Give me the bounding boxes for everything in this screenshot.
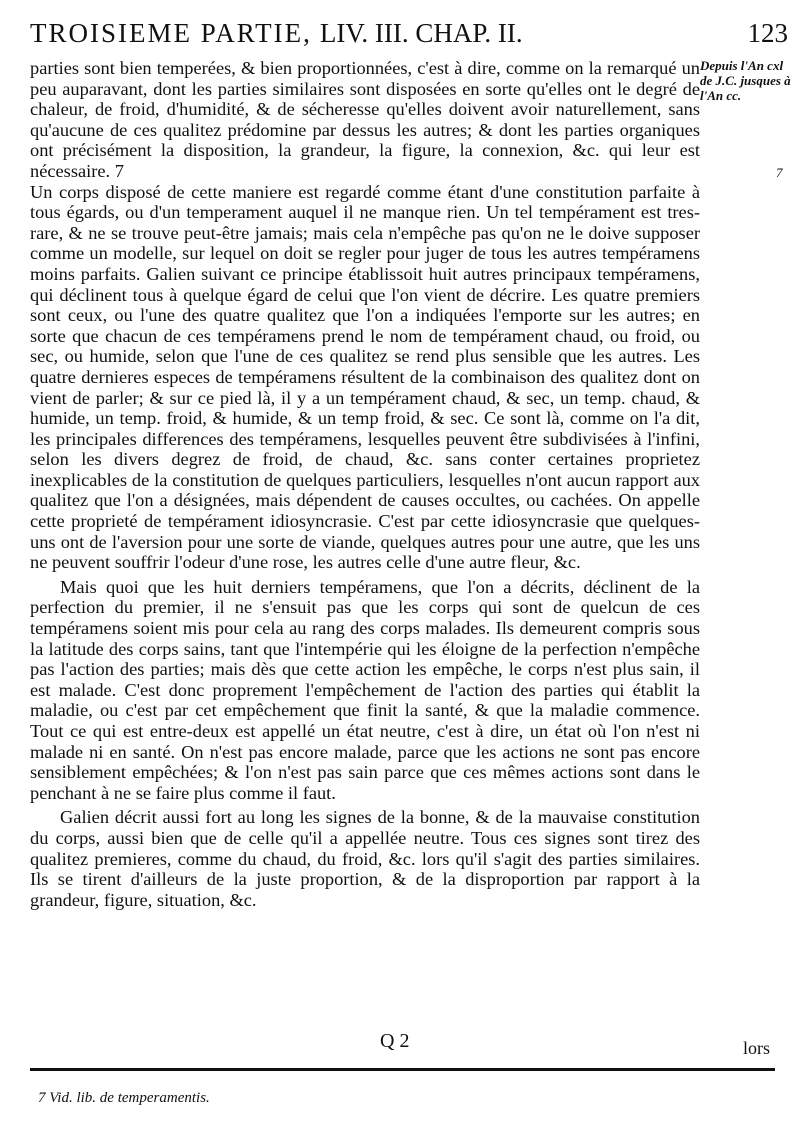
margin-footnote-ref: 7 <box>776 165 783 180</box>
running-header <box>30 18 790 49</box>
page-number: 123 <box>747 18 788 48</box>
paragraph-2: Un corps disposé de cette maniere est regardé comme étant d'une constitution parfaite à tous égards, ou d'un temperament auquel il ne manque rien. Un tel tempérament est tres-rare, & ne se trouve peut-être jamais; mais cela n'empêche pas qu'on ne le doive supposer comme un modelle, sur lequel on doit se regler pour juger de tous les autres tempéramens moins parfaits. Galien suivant ce principe établissoit huit autres principaux tempéramens, qui déclinent tous à quelque égard de celui que l'on vient de décrire. Les quatre premiers sont ceux, ou l'une des quatre qualitez que l'on a indiquées l'emporte sur les autres; en sorte que chacun de ces tempéramens prend le nom de tempérament chaud, ou froid, ou sec, ou humide, selon que l'une de ces qualitez se rend plus sensible que les autres. Les quatre dernieres especes de tempéramens résultent de la combinaison des qualitez dont on vient de parler; & sur ce pied là, il y a un tempérament chaud, & sec, un temp. chaud, & humide, un temp. froid, & humide, & un temp froid, & sec. Ce sont là, comme on l'a dit, les principales differences des tempéramens, lesquelles peuvent être subdivisées à l'infini, selon les divers degrez de froid, de chaud, &c. sans conter certaines proprietez inexplicables de la constitution de quelques particuliers, lesquelles n'ont aucun rapport aux qualitez que l'on a désignées, mais dépendent de causes occultes, ou cachées. On appelle cette proprieté de tempérament idiosyncrasie. C'est par cette idiosyncrasie que quelques-uns ont de l'aversion pour une sorte de viande, quelques autres pour une autre, que les uns ne peuvent souffrir l'odeur d'une rose, les autres celle d'une autre fleur, &c. <box>30 181 700 573</box>
header-title: TROISIEME PARTIE, <box>30 18 312 48</box>
footnote: 7 Vid. lib. de temperamentis. <box>38 1090 210 1106</box>
signature-mark: Q 2 <box>380 1030 410 1052</box>
main-text <box>30 58 700 910</box>
footnote-rule <box>30 1068 775 1071</box>
catchword: lors <box>743 1038 770 1058</box>
paragraph-4: Galien décrit aussi fort au long les signes de la bonne, & de la mauvaise constitution du corps, aussi bien que de celle qu'il a appellée neutre. Tous ces signes sont tirez des qualitez premieres, comme du chaud, du froid, &c. lors qu'il s'agit des parties similaires. Ils se tirent d'ailleurs de la juste proportion, & de la disproportion par rapport à la grandeur, figure, situation, &c. <box>30 807 700 910</box>
paragraph-1: parties sont bien temperées, & bien proportionnées, c'est à dire, comme on la remarqué un peu auparavant, dont les parties similaires sont disposées en sorte qu'elles ont le degré de chaleur, de froid, d'humidité, & de sécheresse qu'elles doivent avoir naturellement, sans qu'aucune de ces qualitez prédomine par dessus les autres; & dont les parties organiques ont précisément la disposition, la grandeur, la figure, la connexion, &c. qui leur est nécessaire. 7 <box>30 58 700 181</box>
margin-date-note: Depuis l'An cxl de J.C. jusques à l'An cc. <box>700 58 791 103</box>
header-book-chapter: LIV. III. CHAP. II. <box>319 18 523 48</box>
paragraph-3: Mais quoi que les huit derniers tempéramens, que l'on a décrits, déclinent de la perfection du premier, il ne s'ensuit pas que les corps qui sont de quelcun de ces tempéramens soient mis pour cela au rang des corps malades. Ils demeurent compris sous la latitude des corps sains, tant que l'intempérie qui les éloigne de la perfection n'empêche pas l'action des parties; mais dès que cette action les empêche, le corps n'est plus sain, il est malade. C'est donc proprement l'empêchement de l'action des parties qui établit la maladie, ou c'est par cet empêchement que finit la santé, & que la maladie commence. Tout ce qui est entre-deux est appellé un état neutre, c'est à dire, un état où l'on n'est ni malade ni en santé. On n'est pas encore malade, parce que les actions ne sont pas encore sensiblement empêchées; & l'on n'est pas sain parce que ces mêmes actions sont dans le penchant à ne se faire plus comme il faut. <box>30 576 700 803</box>
